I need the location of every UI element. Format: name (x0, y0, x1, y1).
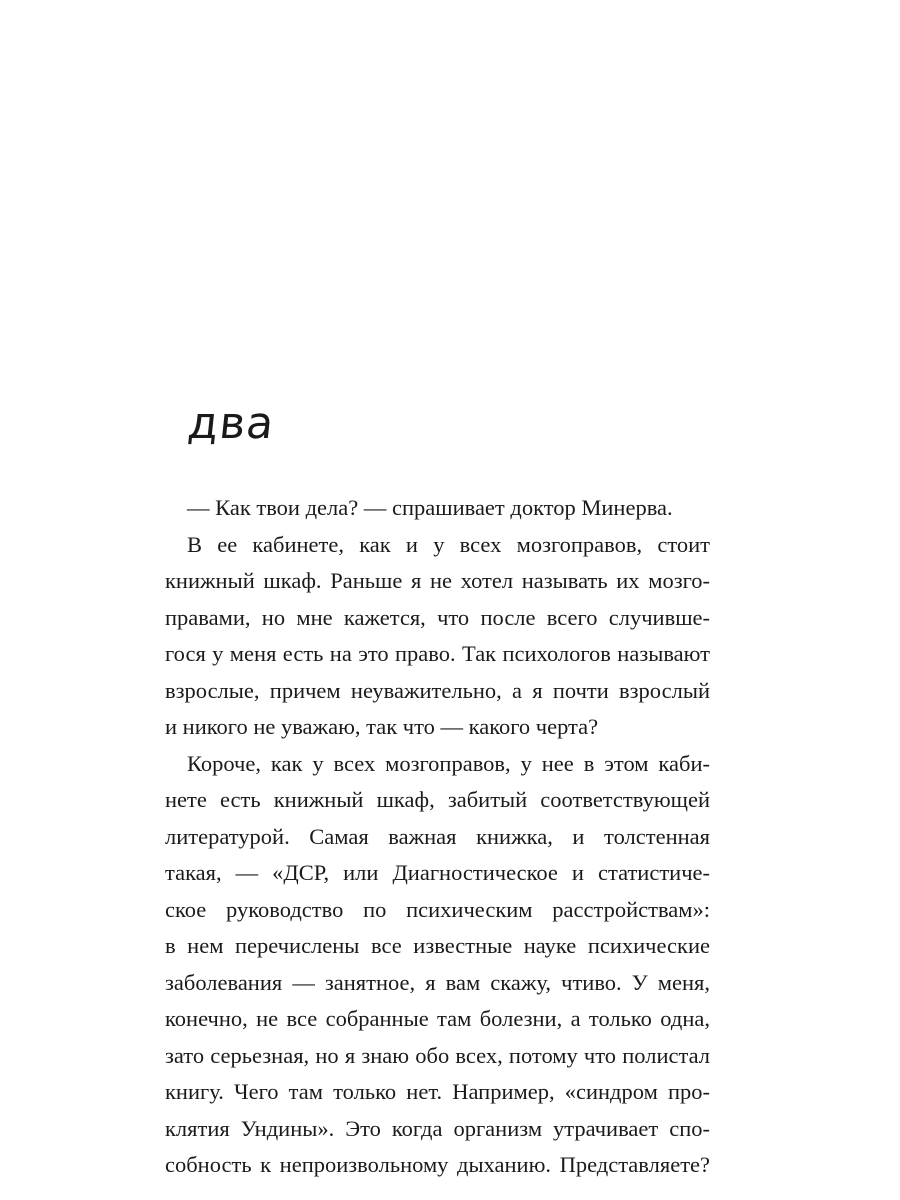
text-line: зато серьезная, но я знаю обо всех, потому что полистал (165, 1042, 710, 1068)
text-line: — Как твои дела? — спрашивает доктор Минерва. (187, 495, 673, 520)
text-line: собность к непроизвольному дыханию. Представляете? (165, 1152, 710, 1177)
body-text (165, 490, 710, 1184)
text-line: такая, — «ДСР, или Диагностическое и статистиче- (165, 860, 710, 885)
text-line: ское руководство по психическим расстройствам»: (165, 896, 710, 922)
text-line: Короче, как у всех мозгоправов, у нее в этом каби- (187, 750, 710, 776)
text-line: заболевания — занятное, я вам скажу, чтиво. У меня, (165, 969, 710, 995)
chapter-title: два (185, 398, 278, 449)
text-line: клятия Ундины». Это когда организм утрачивает спо- (165, 1115, 710, 1141)
text-line: и никого не уважаю, так что — какого черта? (165, 714, 599, 739)
text-line: гося у меня есть на это право. Так психологов называют (165, 641, 710, 666)
text-line: конечно, не все собранные там болезни, а только одна, (165, 1006, 710, 1031)
text-line: В ее кабинете, как и у всех мозгоправов, стоит (187, 531, 710, 557)
text-line: нете есть книжный шкаф, забитый соответствующей (165, 787, 710, 812)
text-line: книгу. Чего там только нет. Например, «синдром про- (165, 1079, 710, 1104)
text-line: книжный шкаф. Раньше я не хотел называть их мозго- (165, 568, 710, 593)
text-line: литературой. Самая важная книжка, и толстенная (165, 823, 710, 849)
text-line: в нем перечислены все известные науке психические (165, 933, 710, 958)
text-line: взрослые, причем неуважительно, а я почти взрослый (165, 677, 710, 703)
text-line: правами, но мне кажется, что после всего случивше- (165, 604, 710, 630)
